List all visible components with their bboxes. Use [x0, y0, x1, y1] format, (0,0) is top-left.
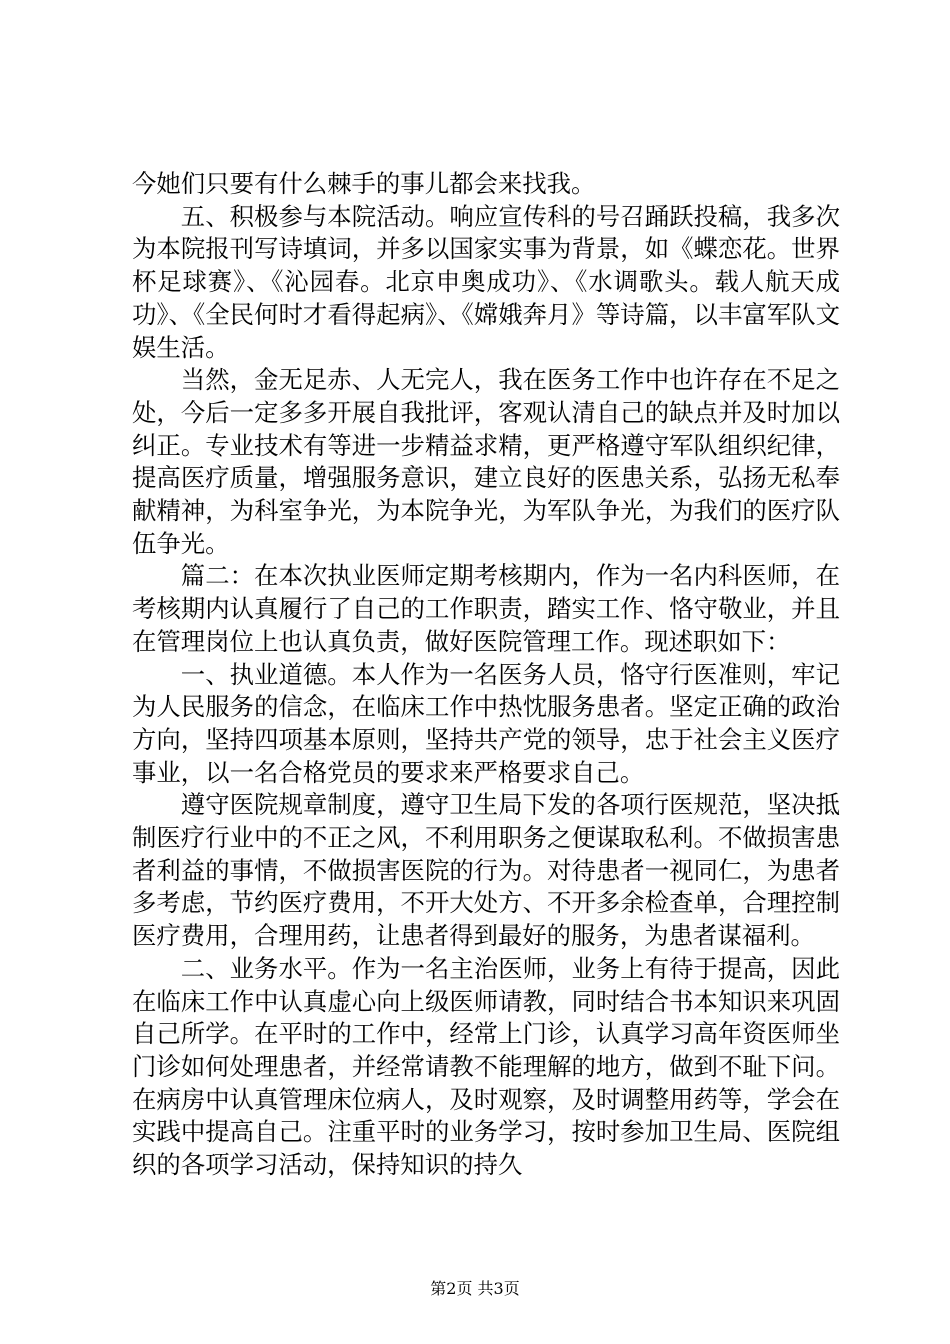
document-body — [132, 168, 840, 1182]
paragraph-4: 篇二：在本次执业医师定期考核期内，作为一名内科医师，在考核期内认真履行了自己的工作职责，踏实工作、恪守敬业，并且在管理岗位上也认真负责，做好医院管理工作。现述职如下： — [132, 561, 840, 656]
paragraph-3: 当然，金无足赤、人无完人，我在医务工作中也许存在不足之处，今后一定多多开展自我批评，客观认清自己的缺点并及时加以纠正。专业技术有等进一步精益求精，更严格遵守军队组织纪律，提高医疗质量，增强服务意识，建立良好的医患关系，弘扬无私奉献精神，为科室争光，为本院争光，为军队争光，为我们的医疗队伍争光。 — [132, 365, 840, 558]
paragraph-1: 今她们只要有什么棘手的事儿都会来找我。 — [132, 169, 596, 198]
paragraph-6: 遵守医院规章制度，遵守卫生局下发的各项行医规范，坚决抵制医疗行业中的不正之风，不利用职务之便谋取私利。不做损害患者利益的事情，不做损害医院的行为。对待患者一视同仁，为患者多考虑，节约医疗费用，不开大处方、不开多余检查单，合理控制医疗费用，合理用药，让患者得到最好的服务，为患者谋福利。 — [132, 790, 840, 951]
paragraph-5: 一、执业道德。本人作为一名医务人员，恪守行医准则，牢记为人民服务的信念，在临床工作中热忱服务患者。坚定正确的政治方向，坚持四项基本原则，坚持共产党的领导，忠于社会主义医疗事业，以一名合格党员的要求来严格要求自己。 — [132, 659, 840, 787]
paragraph-2: 五、积极参与本院活动。响应宣传科的号召踊跃投稿，我多次为本院报刊写诗填词，并多以国家实事为背景，如《蝶恋花。世界杯足球赛》、《沁园春。北京申奥成功》、《水调歌头。载人航天成功》、《全民何时才看得起病》、《嫦娥奔月》等诗篇，以丰富军队文娱生活。 — [132, 201, 840, 362]
paragraph-7: 二、业务水平。作为一名主治医师，业务上有待于提高，因此在临床工作中认真虚心向上级医师请教，同时结合书本知识来巩固自己所学。在平时的工作中，经常上门诊，认真学习高年资医师坐门诊如何处理患者，并经常请教不能理解的地方，做到不耻下问。在病房中认真管理床位病人，及时观察，及时调整用药等，学会在实践中提高自己。注重平时的业务学习，按时参加卫生局、医院组织的各项学习活动，保持知识的持久 — [132, 953, 840, 1180]
page-number-footer: 第2页 共3页 — [430, 1279, 520, 1298]
